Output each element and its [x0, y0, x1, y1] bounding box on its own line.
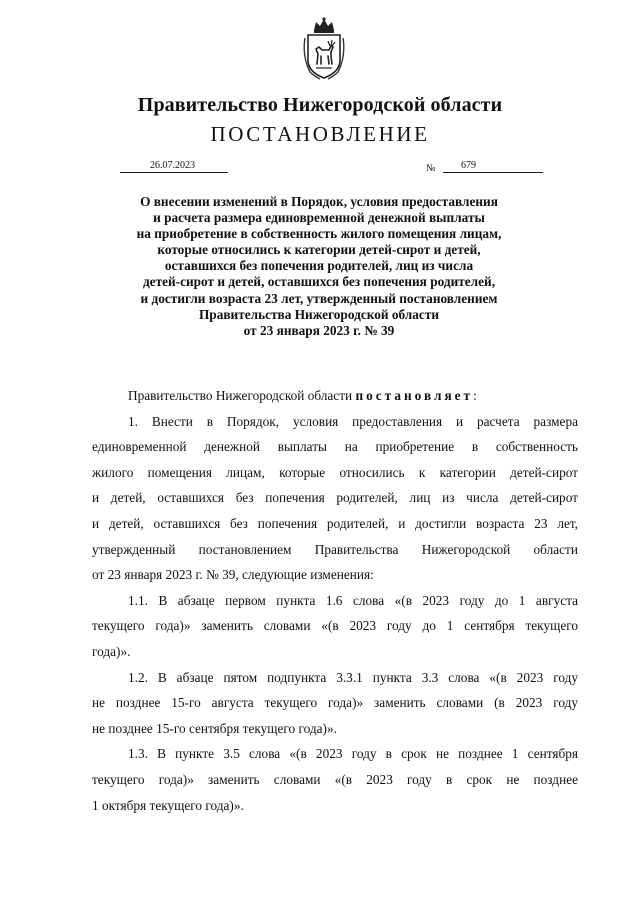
paragraph-line: утвержденный постановлением Правительства Нижегородской области	[92, 541, 578, 557]
document-title	[96, 194, 542, 339]
organization-name: Правительство Нижегородской области	[137, 94, 503, 116]
title-line: которые относились к категории детей-сирот и детей,	[157, 242, 481, 258]
intro-paragraph	[92, 383, 578, 409]
title-line: от 23 января 2023 г. № 39	[243, 322, 395, 338]
paragraph-line: и детей, оставшихся без попечения родителей, лиц из числа детей-сирот	[92, 490, 578, 506]
paragraph-line: от 23 января 2023 г. № 39, следующие изменения:	[92, 567, 374, 583]
paragraph-line: 1.1. В абзаце первом пункта 1.6 слова «(в 2023 году до 1 августа	[128, 592, 578, 608]
title-line: и достигли возраста 23 лет, утвержденный постановлением	[140, 290, 498, 306]
intro-emphasis: постановляет	[355, 388, 474, 403]
document-date: 26.07.2023	[120, 160, 228, 173]
document-body	[92, 383, 578, 818]
paragraph-line: текущего года)» заменить словами «(в 2023 году до 1 сентября текущего	[92, 618, 578, 634]
paragraph-line: 1.2. В абзаце пятом подпункта 3.3.1 пункта 3.3 слова «(в 2023 году	[128, 669, 578, 685]
title-line: Правительства Нижегородской области	[198, 306, 440, 322]
paragraph-line: жилого помещения лицам, которые относились к категории детей-сирот	[92, 464, 578, 480]
paragraph-line: не позднее 15-го августа текущего года)» заменить словами (в 2023 году	[92, 695, 578, 711]
paragraph-line: и детей, оставшихся без попечения родителей, и достигли возраста 23 лет,	[92, 515, 578, 531]
intro-suffix: :	[473, 388, 477, 403]
document-number: 679	[443, 160, 543, 173]
paragraph-line: единовременной денежной выплаты на приобретение в собственность	[92, 439, 578, 455]
paragraph-1-3	[92, 741, 578, 818]
number-sign: №	[426, 163, 436, 174]
paragraph-line: 1 октября текущего года)».	[92, 797, 244, 813]
paragraph-line: года)».	[92, 643, 131, 659]
paragraph-1	[92, 409, 578, 588]
intro-text: Правительство Нижегородской области	[128, 388, 356, 403]
coat-of-arms-icon	[302, 16, 346, 82]
paragraph-line: 1.3. В пункте 3.5 слова «(в 2023 году в срок не позднее 1 сентября	[128, 746, 578, 762]
title-line: оставшихся без попечения родителей, лиц из числа	[164, 258, 474, 274]
paragraph-line: текущего года)» заменить словами «(в 2023 году в срок не позднее	[92, 771, 578, 787]
document-type: ПОСТАНОВЛЕНИЕ	[210, 122, 430, 146]
title-line: О внесении изменений в Порядок, условия предоставления	[140, 194, 498, 209]
title-line: и расчета размера единовременной денежной выплаты	[153, 210, 485, 226]
paragraph-line: не позднее 15-го сентября текущего года)».	[92, 720, 337, 736]
paragraph-1-2	[92, 665, 578, 742]
paragraph-1-1	[92, 588, 578, 665]
title-line: детей-сирот и детей, оставшихся без попечения родителей,	[142, 274, 496, 290]
paragraph-line: 1. Внести в Порядок, условия предоставления и расчета размера	[128, 413, 578, 429]
title-line: на приобретение в собственность жилого помещения лицам,	[136, 226, 502, 242]
